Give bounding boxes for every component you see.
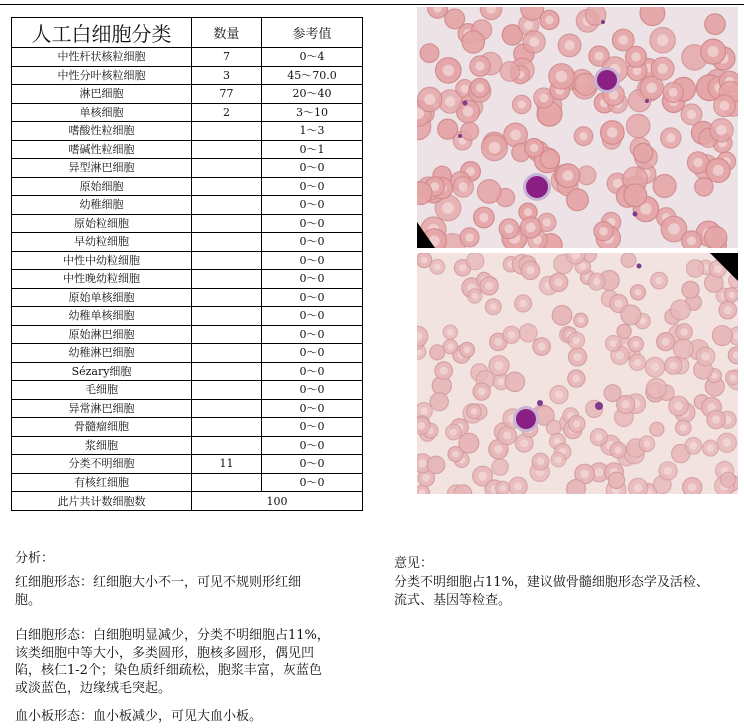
red-blood-cell	[445, 9, 465, 29]
cell-type-name: 幼稚淋巴细胞	[12, 344, 192, 363]
rbc-central-pallor	[471, 408, 477, 414]
rbc-central-pallor	[724, 306, 732, 314]
rbc-central-pallor	[593, 278, 601, 286]
rbc-central-pallor	[666, 133, 675, 142]
red-blood-cell	[492, 459, 508, 475]
rbc-central-pallor	[476, 84, 485, 93]
red-blood-cell	[647, 379, 667, 399]
reference-range: 0～4	[262, 48, 363, 67]
rbc-central-pallor	[643, 440, 650, 447]
red-blood-cell	[608, 472, 624, 488]
table-body	[12, 48, 363, 492]
total-value: 100	[192, 492, 363, 511]
table-row	[12, 288, 363, 307]
rbc-central-pallor	[573, 420, 580, 427]
rbc-central-pallor	[489, 142, 501, 154]
rbc-central-pallor	[631, 52, 640, 61]
table-row	[12, 418, 363, 437]
red-blood-cell	[687, 260, 704, 277]
smear-svg	[417, 7, 738, 248]
cell-count	[192, 325, 262, 344]
rbc-central-pallor	[670, 362, 678, 370]
rbc-central-pallor	[452, 451, 459, 458]
rbc-central-pallor	[578, 317, 584, 323]
rbc-central-pallor	[690, 442, 698, 450]
red-blood-cell	[712, 326, 732, 346]
reference-range: 45～70.0	[262, 66, 363, 85]
cell-count	[192, 307, 262, 326]
red-blood-cell	[567, 189, 589, 211]
rbc-central-pallor	[556, 71, 567, 82]
rbc-central-pallor	[529, 37, 539, 47]
red-blood-cell	[430, 393, 448, 411]
reference-range: 0～0	[262, 233, 363, 252]
rbc-central-pallor	[526, 266, 534, 274]
rbc-central-pallor	[440, 367, 448, 375]
rbc-central-pallor	[693, 158, 703, 168]
rbc-central-pallor	[418, 459, 426, 467]
smear-svg	[417, 253, 738, 494]
rbc-morphology-line: 胞。	[15, 592, 42, 608]
rbc-central-pallor	[464, 346, 471, 353]
cell-type-name: 幼稚单核细胞	[12, 307, 192, 326]
rbc-central-pallor	[545, 16, 554, 25]
reference-range: 0～0	[262, 399, 363, 418]
rbc-central-pallor	[632, 341, 639, 348]
rbc-central-pallor	[615, 300, 623, 308]
red-blood-cell	[462, 31, 484, 53]
red-blood-cell	[621, 305, 641, 325]
platelet	[458, 134, 462, 138]
table-row	[12, 196, 363, 215]
cell-type-name: 中性分叶核粒细胞	[12, 66, 192, 85]
wbc-differential-table	[11, 17, 363, 511]
white-blood-cell	[523, 173, 551, 201]
red-blood-cell	[621, 253, 636, 267]
rbc-central-pallor	[526, 223, 535, 232]
platelet	[601, 20, 605, 24]
table-row	[12, 381, 363, 400]
rbc-central-pallor	[720, 101, 730, 111]
cell-type-name: 中性晚幼粒细胞	[12, 270, 192, 289]
table-row	[12, 307, 363, 326]
rbc-central-pallor	[664, 467, 672, 475]
rbc-central-pallor	[616, 351, 624, 359]
rbc-central-pallor	[728, 292, 734, 298]
cell-type-name: 早幼粒细胞	[12, 233, 192, 252]
red-blood-cell	[671, 300, 691, 320]
reference-range: 0～0	[262, 344, 363, 363]
rbc-central-pallor	[518, 100, 526, 108]
cell-count	[192, 159, 262, 178]
reference-range: 3～10	[262, 103, 363, 122]
cell-count: 77	[192, 85, 262, 104]
table-row	[12, 85, 363, 104]
rbc-central-pallor	[610, 340, 617, 347]
platelet	[637, 264, 642, 269]
red-blood-cell	[650, 422, 664, 436]
rbc-central-pallor	[716, 125, 726, 135]
rbc-central-pallor	[657, 35, 668, 46]
rbc-central-pallor	[674, 402, 683, 411]
rbc-central-pallor	[607, 127, 618, 138]
cell-type-name: 淋巴细胞	[12, 85, 192, 104]
rbc-central-pallor	[478, 472, 487, 481]
table-header-row	[12, 18, 363, 48]
rbc-central-pallor	[615, 447, 622, 454]
red-blood-cell	[478, 180, 501, 203]
rbc-central-pallor	[595, 433, 603, 441]
wbc-morphology	[15, 627, 330, 697]
red-blood-cell	[633, 143, 652, 162]
table-row	[12, 473, 363, 492]
count-column-header: 数量	[192, 18, 262, 48]
rbc-central-pallor	[494, 445, 503, 454]
rbc-central-pallor	[712, 415, 720, 423]
rbc-central-pallor	[579, 263, 586, 270]
rbc-central-pallor	[420, 407, 428, 415]
platelet-morphology-line: 血小板形态：血小板减少，可见大血小板。	[15, 709, 263, 724]
cell-type-name: 浆细胞	[12, 436, 192, 455]
rbc-central-pallor	[669, 88, 678, 97]
red-blood-cell	[505, 372, 524, 391]
cell-count	[192, 177, 262, 196]
rbc-central-pallor	[434, 264, 441, 271]
rbc-central-pallor	[634, 484, 643, 493]
cell-type-name: 嗜碱性粒细胞	[12, 140, 192, 159]
rbc-central-pallor	[580, 470, 589, 479]
rbc-morphology-line: 红细胞形态：红细胞大小不一，可见不规则形红细	[15, 575, 302, 590]
reference-range: 0～0	[262, 159, 363, 178]
rbc-central-pallor	[424, 94, 435, 105]
cell-count	[192, 399, 262, 418]
rbc-central-pallor	[599, 227, 608, 236]
rbc-central-pallor	[472, 293, 478, 299]
rbc-central-pallor	[572, 375, 580, 383]
rbc-central-pallor	[668, 223, 680, 235]
rbc-central-pallor	[524, 21, 533, 30]
rbc-central-pallor	[701, 352, 709, 360]
rbc-central-pallor	[503, 431, 511, 439]
red-blood-cell	[640, 7, 665, 25]
rbc-central-pallor	[508, 331, 516, 339]
table-row	[12, 159, 363, 178]
blood-smear-photo-2	[417, 253, 738, 494]
rbc-central-pallor	[494, 338, 502, 346]
table-row	[12, 48, 363, 67]
red-blood-cell	[430, 345, 445, 360]
cell-type-name: 骨髓瘤细胞	[12, 418, 192, 437]
red-blood-cell	[673, 339, 693, 359]
rbc-central-pallor	[510, 130, 521, 141]
table-row	[12, 399, 363, 418]
cell-type-name: 毛细胞	[12, 381, 192, 400]
cell-count	[192, 436, 262, 455]
rbc-central-pallor	[713, 165, 724, 176]
wbc-morphology-line: 陷，核仁1-2个；染色质纤细疏松，胞浆丰富，灰蓝色	[15, 663, 322, 678]
rbc-central-pallor	[618, 35, 628, 45]
cell-count	[192, 362, 262, 381]
rbc-central-pallor	[537, 458, 545, 466]
cell-count	[192, 140, 262, 159]
reference-range: 0～0	[262, 418, 363, 437]
cell-type-name: 幼稚细胞	[12, 196, 192, 215]
rbc-central-pallor	[445, 96, 455, 106]
rbc-central-pallor	[495, 361, 504, 370]
platelet	[463, 101, 468, 106]
reference-range: 0～1	[262, 140, 363, 159]
reference-range: 0～0	[262, 214, 363, 233]
red-blood-cell	[705, 226, 727, 248]
wbc-morphology-line: 该类细胞中等大小，多类圆形，胞核多圆形，偶见凹	[15, 645, 315, 661]
table-row	[12, 103, 363, 122]
rbc-central-pallor	[687, 236, 696, 245]
rbc-central-pallor	[579, 132, 587, 140]
red-blood-cell	[567, 480, 586, 494]
cell-type-name: 有核红细胞	[12, 473, 192, 492]
wbc-morphology-line: 或淡蓝色，边缘绒毛突起。	[15, 680, 172, 696]
rbc-central-pallor	[707, 445, 714, 452]
reference-range: 20～40	[262, 85, 363, 104]
opinion-line: 流式、基因等检查。	[394, 592, 512, 608]
rbc-central-pallor	[423, 474, 430, 481]
reference-range: 0～0	[262, 455, 363, 474]
rbc-central-pallor	[729, 374, 736, 381]
rbc-central-pallor	[714, 265, 722, 273]
rbc-central-pallor	[635, 289, 642, 296]
rbc-central-pallor	[651, 363, 660, 372]
total-row	[12, 492, 363, 511]
cell-type-name: 异型淋巴细胞	[12, 159, 192, 178]
red-blood-cell	[575, 73, 597, 95]
cell-count	[192, 288, 262, 307]
rbc-central-pallor	[476, 62, 485, 71]
white-blood-cell	[513, 406, 539, 432]
platelet-morphology	[15, 708, 262, 726]
cell-type-name: 原始粒细胞	[12, 214, 192, 233]
rbc-central-pallor	[634, 359, 641, 366]
rbc-central-pallor	[565, 40, 575, 50]
reference-range: 0～0	[262, 288, 363, 307]
cell-type-name: 异常淋巴细胞	[12, 399, 192, 418]
rbc-central-pallor	[459, 264, 466, 271]
rbc-central-pallor	[662, 338, 670, 346]
cell-type-name: 原始淋巴细胞	[12, 325, 192, 344]
table-row	[12, 177, 363, 196]
table-row	[12, 436, 363, 455]
reference-range: 0～0	[262, 436, 363, 455]
reference-range: 0～0	[262, 270, 363, 289]
red-blood-cell	[420, 44, 439, 63]
cell-count	[192, 344, 262, 363]
rbc-central-pallor	[490, 303, 497, 310]
platelet	[633, 212, 638, 217]
rbc-central-pallor	[479, 213, 488, 222]
red-blood-cell	[461, 122, 479, 140]
rbc-central-pallor	[646, 83, 657, 94]
rbc-central-pallor	[461, 85, 469, 93]
table-row	[12, 455, 363, 474]
cell-count	[192, 196, 262, 215]
cell-count: 3	[192, 66, 262, 85]
rbc-central-pallor	[723, 438, 732, 447]
rbc-central-pallor	[555, 456, 562, 463]
rbc-central-pallor	[555, 391, 563, 399]
rbc-central-pallor	[595, 52, 604, 61]
rbc-central-pallor	[418, 422, 426, 430]
total-label: 此片共计数细胞数	[12, 492, 192, 511]
reference-range: 0～0	[262, 325, 363, 344]
cell-type-name: 嗜酸性粒细胞	[12, 122, 192, 141]
table-row	[12, 140, 363, 159]
table-row	[12, 122, 363, 141]
rbc-central-pallor	[514, 482, 522, 490]
cell-type-name: Sézary细胞	[12, 362, 192, 381]
reference-range: 0～0	[262, 251, 363, 270]
red-blood-cell	[519, 324, 537, 342]
rbc-central-pallor	[680, 424, 687, 431]
table-row	[12, 362, 363, 381]
top-rule	[0, 4, 744, 5]
rbc-central-pallor	[499, 485, 505, 491]
rbc-central-pallor	[708, 46, 719, 57]
opinion-line: 分类不明细胞占11%，建议做骨髓细胞形态学及活检、	[394, 575, 709, 590]
table-row	[12, 214, 363, 233]
rbc-central-pallor	[688, 483, 697, 492]
cell-count	[192, 214, 262, 233]
red-blood-cell	[627, 114, 650, 137]
rbc-central-pallor	[655, 277, 662, 284]
rbc-central-pallor	[530, 144, 538, 152]
reference-range: 0～0	[262, 362, 363, 381]
rbc-central-pallor	[622, 400, 630, 408]
platelet	[645, 99, 649, 103]
rbc-central-pallor	[505, 224, 514, 233]
rbc-central-pallor	[658, 64, 668, 74]
opinion-text	[394, 574, 709, 609]
rbc-central-pallor	[539, 94, 548, 103]
cell-type-name: 中性杆状核粒细胞	[12, 48, 192, 67]
table-row	[12, 251, 363, 270]
red-blood-cell	[653, 175, 676, 198]
rbc-central-pallor	[555, 278, 563, 286]
cell-type-name: 分类不明细胞	[12, 455, 192, 474]
red-blood-cell	[720, 472, 735, 487]
rbc-central-pallor	[687, 110, 696, 119]
reference-range: 0～0	[262, 177, 363, 196]
red-blood-cell	[552, 306, 572, 326]
red-blood-cell	[617, 324, 631, 338]
red-blood-cell	[438, 119, 458, 139]
red-blood-cell	[624, 184, 647, 207]
rbc-central-pallor	[465, 233, 474, 242]
rbc-central-pallor	[450, 429, 457, 436]
rbc-central-pallor	[519, 300, 527, 308]
analysis-heading: 分析：	[15, 551, 55, 566]
red-blood-cell	[427, 456, 444, 473]
rbc-central-pallor	[524, 208, 532, 216]
cell-count: 7	[192, 48, 262, 67]
reference-range: 0～0	[262, 381, 363, 400]
table-row	[12, 270, 363, 289]
rbc-central-pallor	[680, 328, 687, 335]
rbc-morphology	[15, 574, 301, 609]
rbc-central-pallor	[485, 282, 493, 290]
cell-type-name: 中性中幼粒细胞	[12, 251, 192, 270]
rbc-central-pallor	[573, 337, 580, 344]
rbc-central-pallor	[520, 439, 528, 447]
rbc-central-pallor	[595, 468, 604, 477]
table-row	[12, 233, 363, 252]
cell-count	[192, 381, 262, 400]
cell-count	[192, 270, 262, 289]
rbc-central-pallor	[613, 179, 622, 188]
cell-count	[192, 233, 262, 252]
rbc-central-pallor	[447, 343, 453, 349]
red-blood-cell	[467, 253, 484, 270]
red-blood-cell	[546, 420, 561, 435]
rbc-central-pallor	[458, 182, 467, 191]
rbc-central-pallor	[442, 202, 454, 214]
red-blood-cell	[682, 281, 699, 298]
rbc-central-pallor	[498, 378, 505, 385]
table-title: 人工白细胞分类	[12, 18, 192, 48]
reference-range: 0～0	[262, 196, 363, 215]
cell-type-name: 原始单核细胞	[12, 288, 192, 307]
rbc-central-pallor	[443, 65, 454, 76]
red-blood-cell	[695, 178, 713, 196]
opinion-heading: 意见：	[394, 556, 434, 571]
reference-range: 0～0	[262, 307, 363, 326]
rbc-central-pallor	[447, 329, 453, 335]
cell-type-name: 原始细胞	[12, 177, 192, 196]
platelet	[537, 400, 543, 406]
cell-count	[192, 251, 262, 270]
table-row	[12, 66, 363, 85]
wbc-morphology-line: 白细胞形态：白细胞明显减少，分类不明细胞占11%，	[15, 628, 330, 643]
cell-count	[192, 473, 262, 492]
rbc-central-pallor	[463, 106, 473, 116]
cell-count	[192, 122, 262, 141]
red-blood-cell	[540, 150, 559, 169]
rbc-central-pallor	[421, 257, 428, 264]
reference-column-header: 参考值	[262, 18, 363, 48]
rbc-central-pallor	[478, 388, 486, 396]
red-blood-cell	[500, 62, 520, 82]
rbc-central-pallor	[543, 218, 551, 226]
table-row	[12, 344, 363, 363]
rbc-central-pallor	[573, 353, 581, 361]
rbc-central-pallor	[538, 343, 546, 351]
cell-count	[192, 418, 262, 437]
rbc-central-pallor	[563, 170, 574, 181]
white-blood-cell	[594, 67, 620, 93]
blood-smear-photo-1	[417, 7, 738, 248]
cell-count: 11	[192, 455, 262, 474]
reference-range: 0～0	[262, 473, 363, 492]
cell-count: 2	[192, 103, 262, 122]
platelet	[595, 402, 603, 410]
cell-type-name: 单核细胞	[12, 103, 192, 122]
table-row	[12, 325, 363, 344]
red-blood-cell	[705, 14, 726, 35]
reference-range: 1～3	[262, 122, 363, 141]
